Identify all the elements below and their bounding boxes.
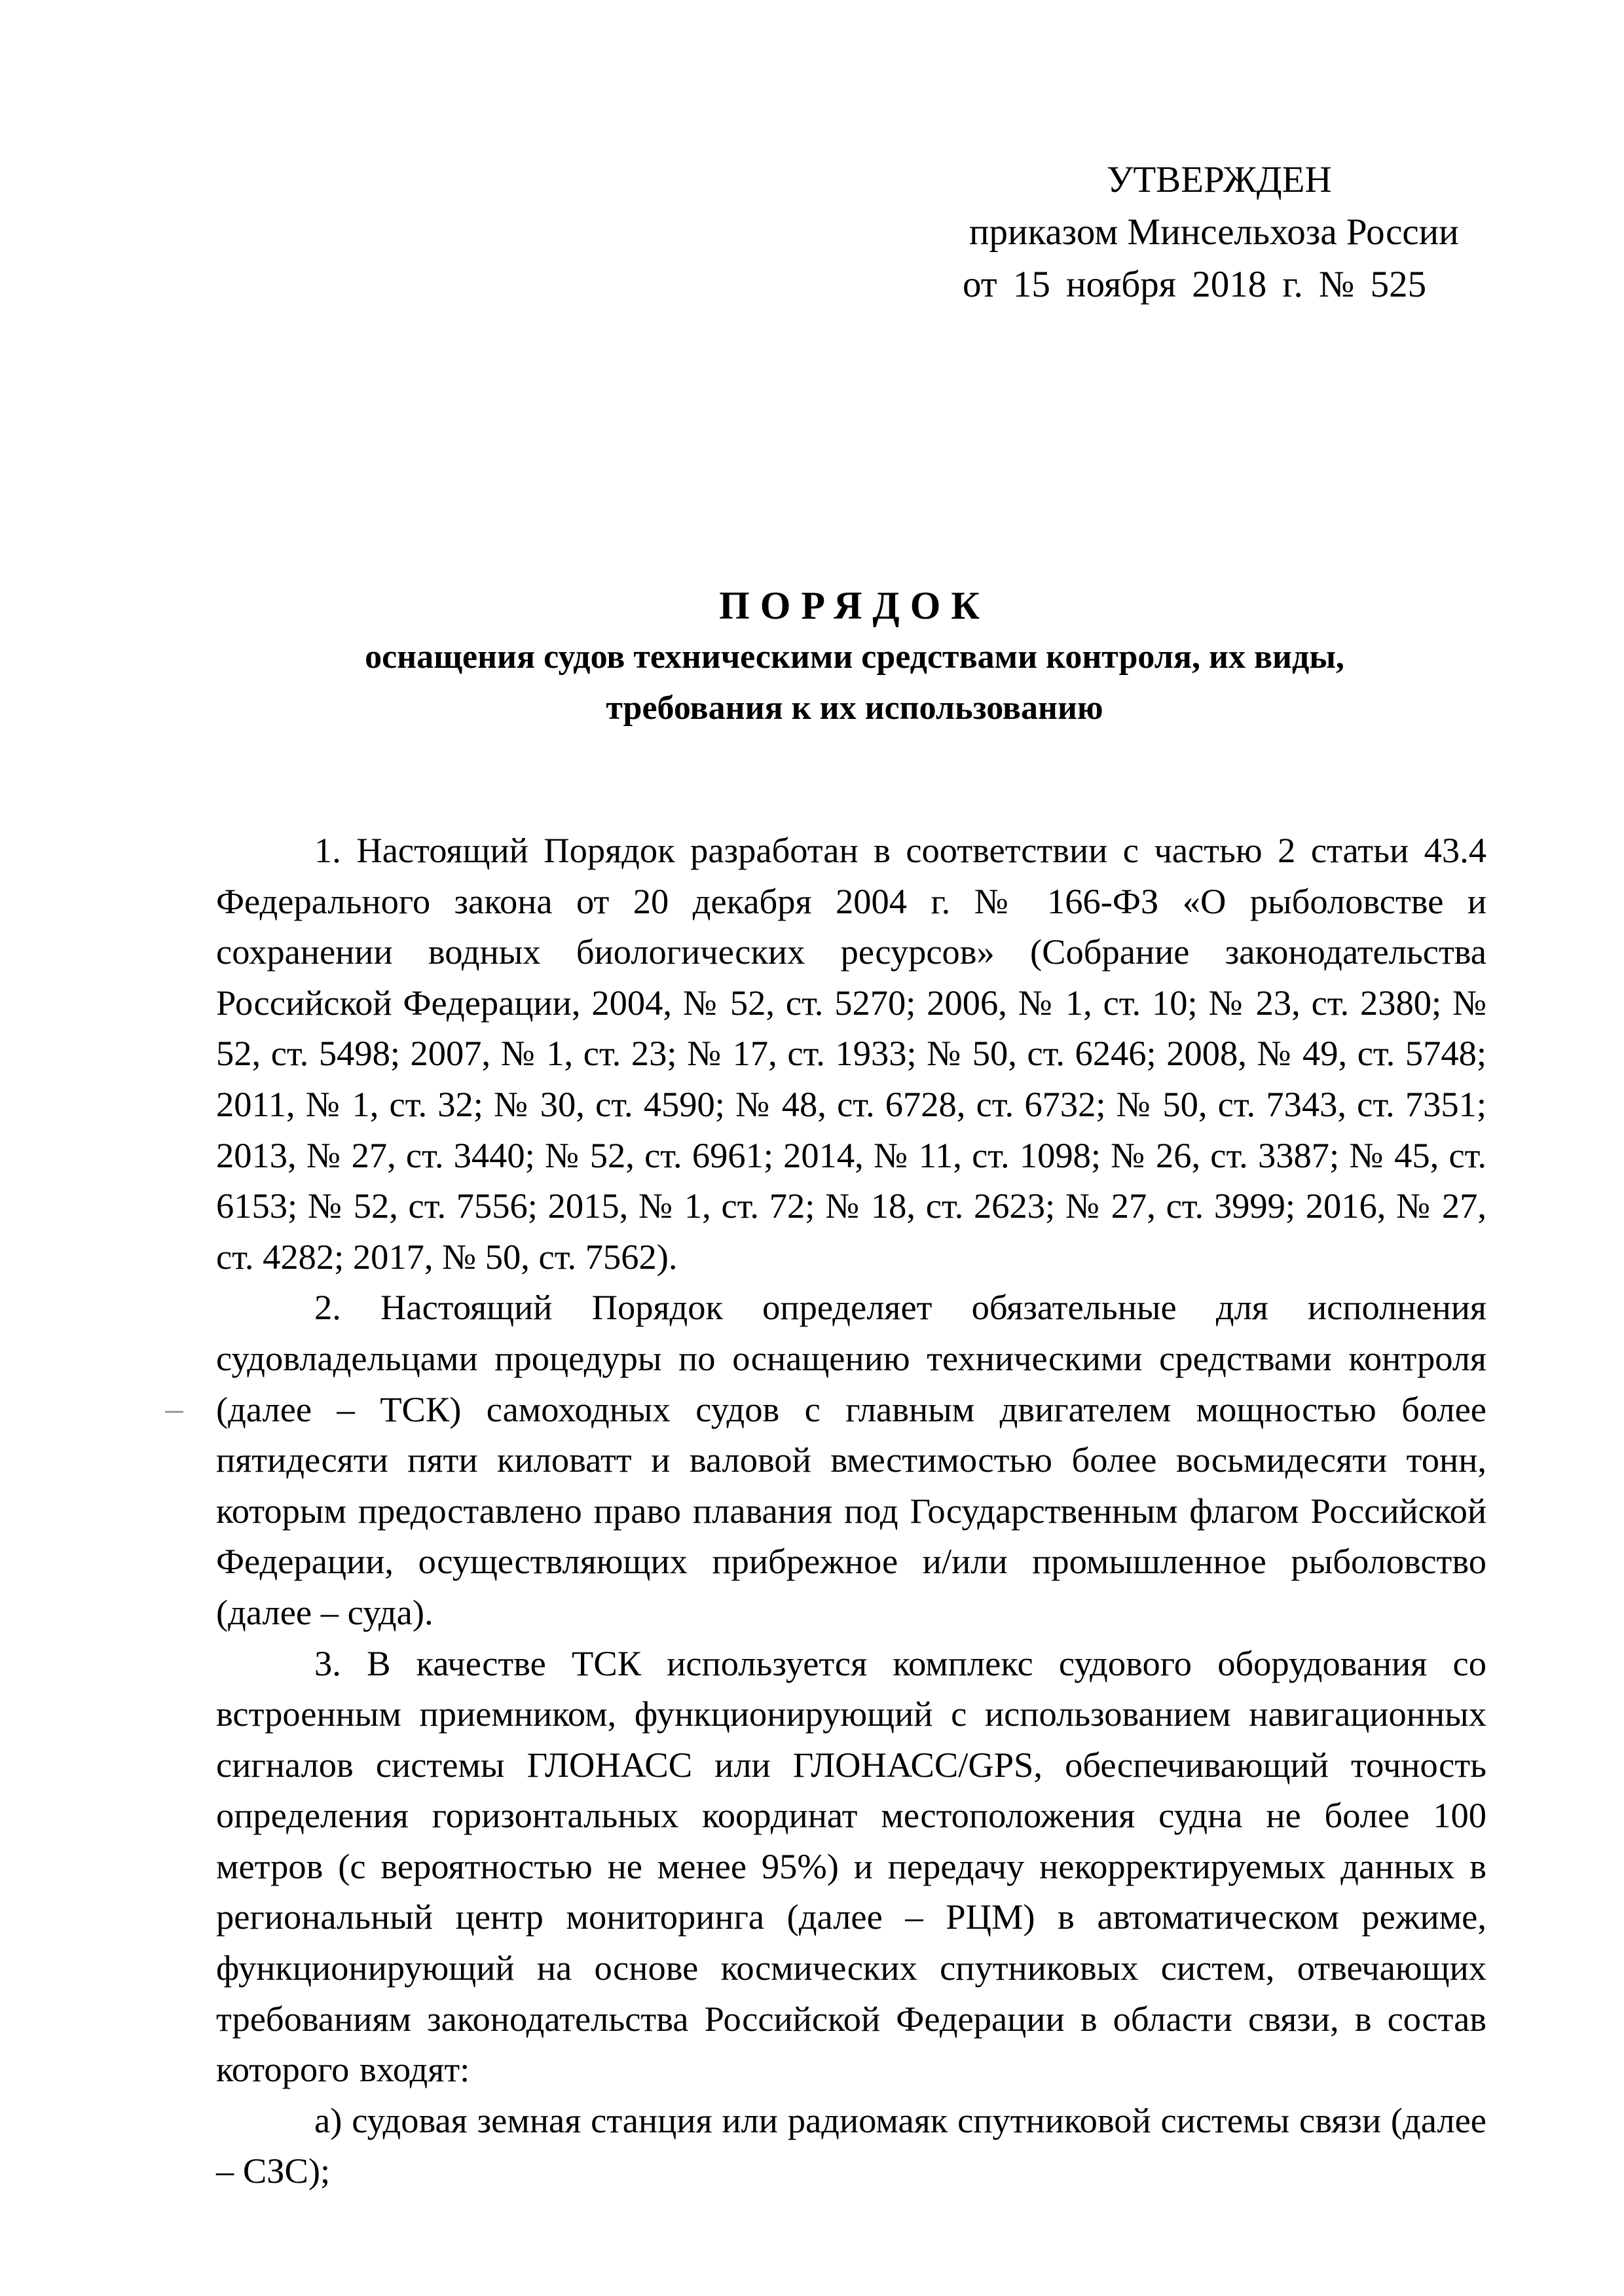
approval-order-date: от 15 ноября 2018 г. № 525 — [963, 264, 1427, 305]
paragraph-1: 1. Настоящий Порядок разработан в соответствии с частью 2 статьи 43.4 Федерального закона от 20 декабря 2004 г. № 166-ФЗ «О рыболовстве и сохранении водных биологических ресурсов» (Собрание законодательства Российской Федерации, 2004, № 52, ст. 5270; 2006, № 1, ст. 10; № 23, ст. 2380; № 52, ст. 5498; 2007, № 1, ст. 23; № 17, ст. 1933; № 50, ст. 6246; 2008, № 49, ст. 5748; 2011, № 1, ст. 32; № 30, ст. 4590; № 48, ст. 6728, ст. 6732; № 50, ст. 7343, ст. 7351; 2013, № 27, ст. 3440; № 52, ст. 6961; 2014, № 11, ст. 1098; № 26, ст. 3387; № 45, ст. 6153; № 52, ст. 7556; 2015, № 1, ст. 72; № 18, ст. 2623; № 27, ст. 3999; 2016, № 27, ст. 4282; 2017, № 50, ст. 7562). — [216, 830, 1486, 1277]
title-main: ПОРЯДОК — [719, 584, 990, 627]
title-subtitle-line-2: требования к их использованию — [606, 689, 1103, 727]
margin-mark — [165, 1411, 183, 1413]
paragraph-2: 2. Настоящий Порядок определяет обязательные для исполнения судовладельцами процедуры по оснащению техническими средствами контроля (далее – ТСК) самоходных судов с главным двигателем мощностью более пятидесяти пяти киловатт и валовой вместимостью более восьмидесяти тонн, которым предоставлено право плавания под Государственным флагом Российской Федерации, осуществляющих прибрежное и/или промышленное рыболовство (далее – суда). — [216, 1287, 1486, 1632]
approval-stamp — [963, 154, 1559, 311]
paragraph-3: 3. В качестве ТСК используется комплекс судового оборудования со встроенным приемником, функционирующий с использованием навигационных сигналов системы ГЛОНАСС или ГЛОНАСС/GPS, обеспечивающий точность определения горизонтальных координат местоположения судна не более 100 метров (с вероятностью не менее 95%) и передачу некорректируемых данных в региональный центр мониторинга (далее – РЦМ) в автоматическом режиме, функционирующий на основе космических спутниковых систем, отвечающих требованиям законодательства Российской Федерации в области связи, в состав которого входят: — [216, 1643, 1486, 2090]
approval-heading: УТВЕРЖДЕН — [1107, 159, 1332, 200]
approval-order-issuer: приказом Минсельхоза России — [969, 211, 1459, 253]
document-body — [216, 825, 1486, 2196]
document-title — [216, 579, 1493, 734]
title-subtitle-line-1: оснащения судов техническими средствами контроля, их виды, — [365, 638, 1344, 676]
paragraph-3a: а) судовая земная станция или радиомаяк спутниковой системы связи (далее – СЗС); — [216, 2100, 1486, 2191]
